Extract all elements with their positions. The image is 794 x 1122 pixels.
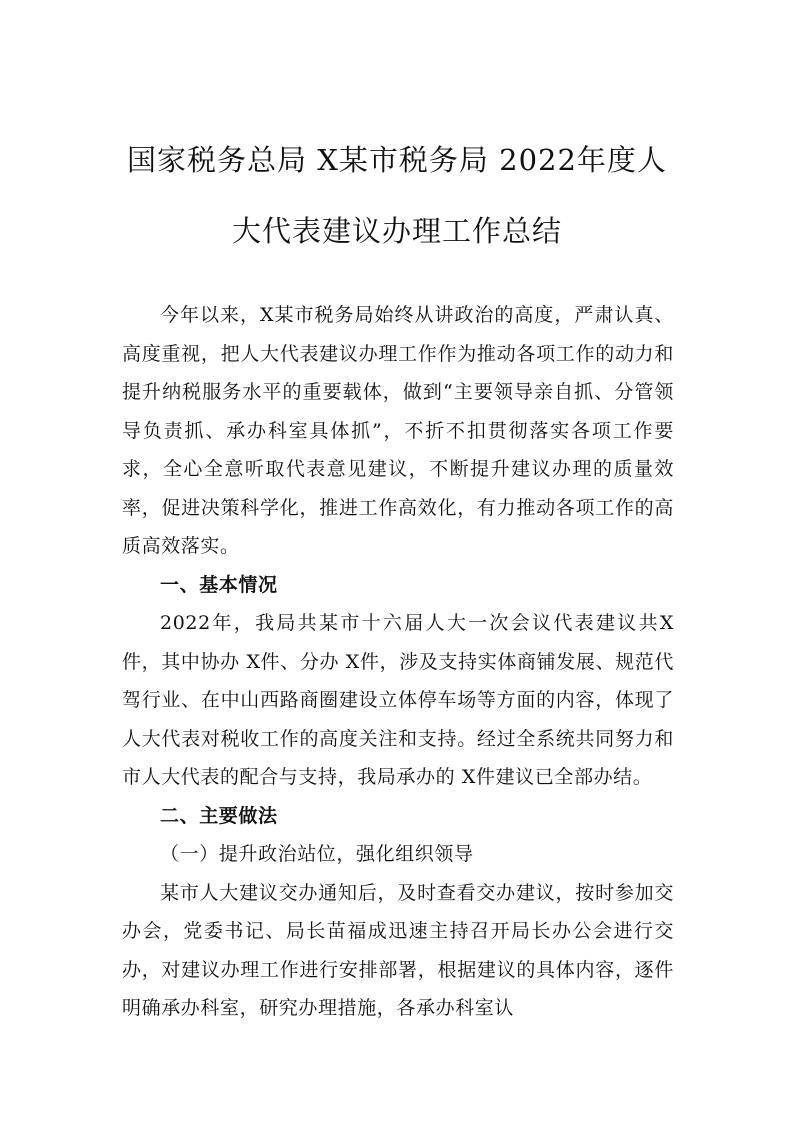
document-title-line-1: 国家税务总局 X某市税务局 2022年度人 bbox=[127, 143, 667, 177]
intro-paragraph: 今年以来，X某市税务局始终从讲政治的高度，严肃认真、高度重视，把人大代表建议办理工作作为推动各项工作的动力和提升纳税服务水平的重要载体，做到“主要领导亲自抓、分管领导负责抓、承办科室具体抓”，不折不扣贯彻落实各项工作要求，全心全意听取代表意见建议，不断提升建议办理的质量效率，促进决策科学化，推进工作高效化，有力推动各项工作的高质高效落实。 bbox=[122, 304, 674, 557]
practice-paragraph: 某市人大建议交办通知后，及时查看交办建议，按时参加交办会，党委书记、局长苗福成迅速主持召开局长办公会进行交办，对建议办理工作进行安排部署，根据建议的具体内容，逐件明确承办科室，研究办理措施，各承办科室认 bbox=[122, 881, 674, 1019]
section-heading-main-practices: 二、主要做法 bbox=[160, 804, 278, 827]
document-body bbox=[122, 296, 674, 1028]
section-heading-basic-situation: 一、基本情况 bbox=[160, 573, 278, 596]
basic-situation-paragraph: 2022年，我局共某市十六届人大一次会议代表建议共X件，其中协办 X件、分办 X件，涉及支持实体商铺发展、规范代驾行业、在中山西路商圈建设立体停车场等方面的内容，体现了人大代表对税收工作的高度关注和支持。经过全系统共同努力和市人大代表的配合与支持，我局承办的 X件建议已全部办结。 bbox=[122, 612, 674, 788]
document-title-line-2: 大代表建议办理工作总结 bbox=[231, 214, 562, 248]
subsection-heading-political-stance: （一）提升政治站位，强化组织领导 bbox=[160, 843, 474, 865]
